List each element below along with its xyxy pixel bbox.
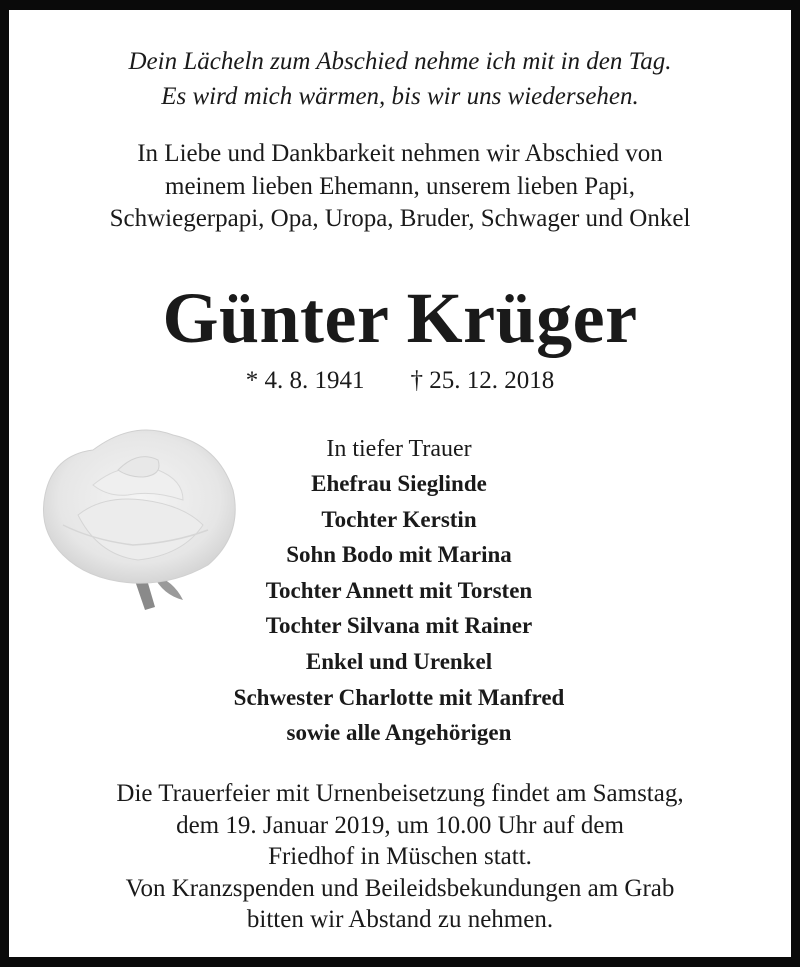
obituary-card [9, 10, 791, 957]
motto-line: Es wird mich wärmen, bis wir uns wiedersehen. [161, 83, 639, 110]
intro-line: Schwiegerpapi, Opa, Uropa, Bruder, Schwager und Onkel [109, 205, 691, 232]
motto-line: Dein Lächeln zum Abschied nehme ich mit in den Tag. [128, 48, 672, 75]
service-info [9, 778, 791, 936]
mourner-name: sowie alle Angehörigen [286, 720, 512, 746]
service-line: Friedhof in Müschen statt. [268, 843, 532, 870]
birth-date: * 4. 8. 1941 [245, 367, 365, 394]
mourner-name: Tochter Annett mit Torsten [265, 577, 533, 603]
intro-text [9, 138, 791, 236]
mourner-name: Enkel und Urenkel [305, 648, 493, 674]
service-line: dem 19. Januar 2019, um 10.00 Uhr auf dem [176, 811, 624, 839]
life-dates [9, 364, 791, 398]
mourner-name: Ehefrau Sieglinde [311, 471, 487, 496]
intro-line: meinem lieben Ehemann, unserem lieben Papi, [165, 172, 635, 200]
motto [9, 44, 791, 114]
mourners-heading: In tiefer Trauer [326, 436, 472, 462]
service-line: Von Kranzspenden und Beileidsbekundungen am Grab [125, 874, 675, 902]
mourners-list [199, 432, 599, 751]
mourner-name: Schwester Charlotte mit Manfred [233, 684, 565, 710]
service-line: Die Trauerfeier mit Urnenbeisetzung findet am Samstag, [116, 780, 684, 807]
intro-line: In Liebe und Dankbarkeit nehmen wir Abschied von [137, 140, 663, 167]
deceased-name: Günter Krüger [162, 278, 638, 358]
mourner-name: Tochter Kerstin [321, 506, 477, 532]
mourner-name: Sohn Bodo mit Marina [286, 542, 512, 568]
death-date: † 25. 12. 2018 [410, 367, 555, 394]
mourner-name: Tochter Silvana mit Rainer [265, 613, 533, 639]
service-line: bitten wir Abstand zu nehmen. [246, 906, 554, 933]
